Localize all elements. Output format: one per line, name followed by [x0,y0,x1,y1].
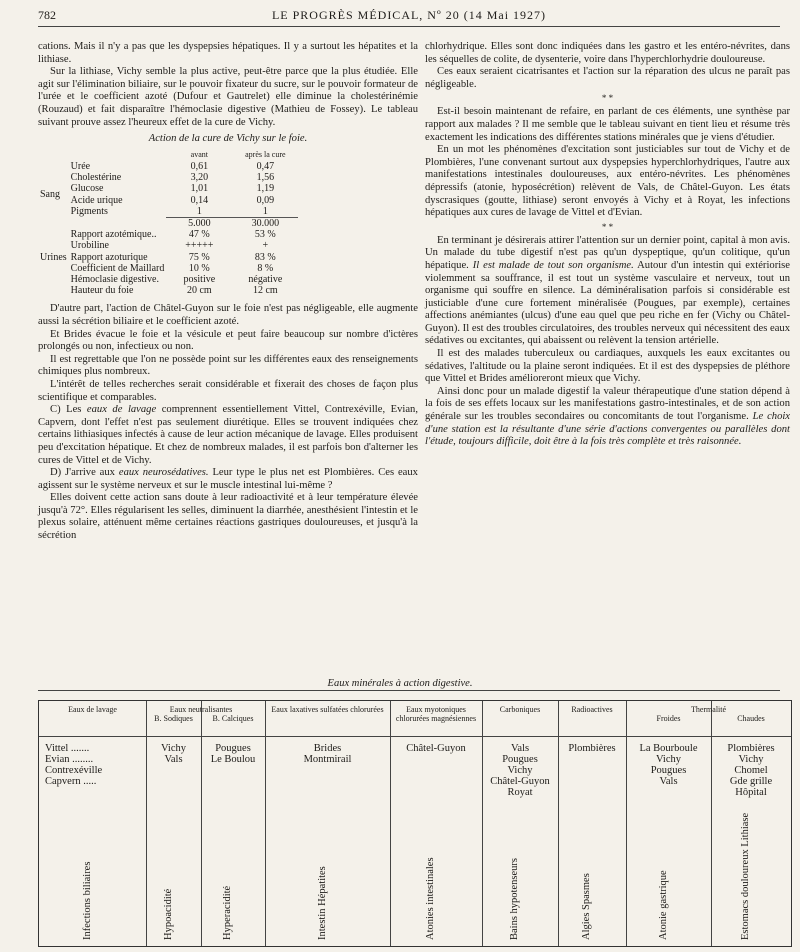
column-header [711,701,791,737]
cell: Châtel-Guyon [490,776,550,787]
value-after: négative [248,273,283,285]
paragraph: D'autre part, l'action de Châtel-Guyon sur le foie n'est pas négligeable, elle augmente aussi la sécrétion biliaire et le coefficient azoté. [38,303,418,327]
column-header [626,701,727,737]
table-row [38,252,298,263]
value-after: 8 % [257,262,274,274]
vertical-indication: Atonies intestinales [425,857,436,940]
row-label: Pigments [70,205,108,217]
text-run: comprennent essentiellement Vittel, Contrexéville, Evian, Capvern, dont l'effet n'est pas seulement diurétique. Elles se trouvent indiquées chez certains lithiasiques infectés à cause de leur action mécanique de lavage. Elles produisent peu d'excitation hépatique. Et chez de nombreux malades, il est parfois bon d'alterner les cures de Vittel et de Vichy. [38,404,418,466]
cell: Pougues [650,765,687,776]
table-row [38,206,298,218]
table-row [38,172,298,183]
table-column [39,701,147,946]
paragraph: Ces eaux seraient cicatrisantes et l'action sur la réparation des ulcus ne paraît pas négligeable. [425,66,790,90]
table-row [38,161,298,172]
column-header: Eaux myotoniques chlorurées magnésiennes [390,701,482,737]
vertical-indication: Atonie gastrique [657,870,669,940]
cell: Vichy [655,754,682,765]
table-column [482,701,559,946]
group-header: Thermalité [690,705,727,714]
paragraph: Est-il besoin maintenant de refaire, en parlant de ces éléments, une synthèse par rapport aux malades ? Il me semble que le tableau suivant en tient lieu et résume très exactement les indications des différentes stations minérales que je viens d'étudier. [425,106,790,143]
liver-action-table [38,148,298,297]
row-label: Hémoclasie digestive. [70,273,159,285]
column-values [146,743,201,765]
column-header: Radioactives [558,701,626,737]
text-run: Leur type le plus net est Plombières. Ces eaux agissent sur le système nerveux et sur le muscle intestinal lui-même ? [38,467,418,491]
value-after: 1 [262,205,268,217]
col-head-before: avant [190,149,208,159]
value-before: 0,14 [190,194,209,206]
vertical-indication: Hyperacidité [222,885,233,940]
cell: Vittel ....... [45,743,90,754]
value-after: 83 % [254,251,276,263]
italic-run: eaux de lavage [86,404,157,416]
row-label: Rapport azotémique.. [70,229,157,241]
cell: Vichy [738,754,764,765]
section-stars: * * [601,221,614,232]
row-label: Coefficient de Maillard [70,262,165,274]
column-header: Eaux de lavage [39,701,146,737]
paragraph: Et Brides évacue le foie et la vésicule et peut faire beaucoup sur nombre d'ictères prolongés ou non, infectieux ou non. [38,328,418,353]
vertical-indication: Bains hypotenseurs [509,858,520,940]
paragraph [425,235,790,348]
cell: Plombières [727,743,775,754]
row-label: Urée [70,160,91,172]
vertical-indication: Algies Spasmes [581,873,592,940]
italic-run: Le choix d'une station est la résultante d'une série d'actions convergentes ou parallèles dont l'étude, toujours difficile, doit être à la fois très complète et très raisonnée. [425,411,791,448]
paragraph: Il est des malades tuberculeux ou cardiaques, auxquels les eaux excitantes ou sédatives, l'altitude ou la plaine seront indiquées. Et il est des dyspepsies de pléthore que Vittel et Brides amélioreront mieux que Vichy. [425,348,790,385]
value-before: 20 cm [186,285,212,297]
table-row [38,263,298,274]
left-column [38,41,418,543]
table-row [38,195,298,206]
paragraph: Il est regrettable que l'on ne possède point sur les différentes eaux des renseignements chimiques plus nombreux. [38,353,418,378]
cell: Brides [313,743,342,754]
journal-title: LE PROGRÈS MÉDICAL, Nº 20 (14 Mai 1927) [271,8,547,22]
text-run: En terminant je désirerais attirer l'attention sur un dernier point, capital à mon avis. Un malade du tube digestif n'est pas qu'un dyspeptique, qu'un colitique, qu'un hépatique. [425,234,790,271]
group-header: Eaux neutralisantes [169,705,233,714]
value-before: 10 % [188,262,210,274]
paragraph [38,404,418,467]
value-after: 0,09 [256,194,275,206]
value-after: 0,47 [256,160,275,172]
cell: Royat [507,787,533,798]
cell: Vals [659,776,678,787]
table-column [390,701,483,946]
table-caption: Action de la cure de Vichy sur le foie. [148,133,308,145]
row-label: Cholestérine [70,172,122,184]
value-before: 47 % [188,229,210,241]
vertical-indication: Hypoacidité [162,888,174,940]
paragraph: chlorhydrique. Elles sont donc indiquées dans les gastro et les entéro-névrites, dans les séquelles de colite, de dysenterie, voire dans l'hyperchlorhydrie douloureuse. [425,41,790,65]
value-before: 1 [196,205,202,217]
paragraph: Sur la lithiase, Vichy semble la plus active, peut-être parce que la plus étudiée. Elle agit sur l'élimination biliaire, sur le pouvoir fixateur du sucre, sur le pouvoir formateur de l'urée et le coefficient azoté (Dufour et Gautrelet) elle diminue la cholestérinémie (Rouzaud) et fait disparaître l'hémoclasie digestive (Mathieu de Fossey). Le tableau suivant prouve assez l'heureux effet de la cure de Vichy. [38,66,418,128]
sub-header: Chaudes [737,714,765,723]
value-after: 1,56 [256,172,275,184]
text-run: D) J'arrive aux [50,467,115,479]
cell: Vichy [507,765,533,776]
column-header: Carboniques [482,701,558,737]
cell: Capvern ..... [45,776,97,787]
row-label: Rapport azoturique [70,251,148,263]
cell: Pougues [502,754,538,765]
value-before: positive [183,273,216,285]
value-before: 3,20 [190,172,209,184]
row-label: Acide urique [70,194,123,206]
vertical-indication: Estomacs douloureux Lithiase [740,812,751,940]
italic-run: eaux neurosédatives. [118,467,209,479]
paragraph: En un mot les phénomènes d'excitation sont justiciables sur tout de Vichy et de Plombières, l'une convenant surtout aux dyspepsies hyperchlorhydriques, l'autre aux manifestations intestinales douloureuses, aux entéro-névrites. Les phénomènes dépressifs (atonie, hyposécrétion) relèvent de Vals, de Châtel-Guyon. Les états dyscrasiques (goutte, lithiase) seront envoyés à Vichy et à Royat, les infections hépatiques aux cures de lavage de Vittel et d'Evian. [425,144,790,219]
column-header: Eaux laxatives sulfatées chlorurées [265,701,390,737]
paragraph: cations. Mais il n'y a pas que les dyspepsies hépatiques. Il y a surtout les hépatites et la lithiase. [38,41,418,65]
column-header [201,701,265,737]
right-column [425,41,790,449]
paragraph [38,467,418,492]
table-row [38,183,298,194]
col-head-after: après la cure [245,149,286,159]
cell: Vals [510,743,530,754]
value-after: 53 % [254,229,276,241]
italic-run: Il est malade de tout son organisme. [472,259,634,271]
table-column [558,701,627,946]
value-before: 75 % [188,251,210,263]
sub-header: B. Sodiques [154,714,193,723]
page-header [38,8,780,24]
page-number: 782 [38,8,56,22]
column-values [265,743,390,765]
value-after: 12 cm [252,285,278,297]
column-values [390,743,482,754]
cell: Pougues [215,743,251,754]
table-row [38,229,298,240]
row-label: Glucose [70,183,104,195]
text-run: Autour d'un intestin qui extériorise violemment sa souffrance, il est tout un système vasculaire et nerveux, tout un organisme qui souffre en silence. La déminéralisation parfois si considérable est justiciable d'une cure fortement minéralisée (Pougues, par exemple), certaines affections anémiantes (ulcus) d'une eau quel que peu riche en fer (Vichy ou Châtel-Guyon). Il est des troubles circulatoires, des troubles nerveux qui nécessitent des eaux sédatives ou excitantes, qui abaissent ou relèvent la tension artérielle. [425,259,790,347]
cell: Gde grille [729,776,773,787]
sub-header: B. Calciques [212,714,254,723]
group-label: Sang [40,189,60,201]
cell: Evian ........ [45,754,94,765]
mineral-waters-table [38,700,792,947]
sub-header: Froides [656,714,681,723]
cell: Hôpital [735,787,767,798]
row-label: Hauteur du foie [70,285,134,297]
paragraph [425,386,790,449]
vertical-indication: Intestin Hépatites [316,866,328,940]
paragraph: Elles doivent cette action sans doute à leur radioactivité et à leur température élevée jusqu'à 72°. Elles régularisent les selles, diminuent la diarrhée, anesthésient l'intestin et le plexus solaire, atténuent même certaines réactions gastriques douloureuses, et jusqu'à la sécrétion [38,492,418,542]
value-before: 1,01 [190,183,209,195]
paragraph: L'intérêt de telles recherches serait considérable et fixerait des choses de façon plus scientifique et comparables. [38,378,418,403]
vertical-indication: Infections biliaires [81,861,93,940]
table-row [38,274,298,285]
header-rule [38,26,780,27]
table-row [38,240,298,251]
column-values [482,743,558,798]
value-after: 1,19 [256,183,275,195]
table-column [265,701,391,946]
value-before: +++++ [185,240,214,252]
column-values [201,743,265,765]
table-row [38,285,298,296]
table-column [711,701,791,946]
cell: Vals [164,754,183,765]
cell: Chomel [734,765,768,776]
group-label: Urines [40,251,67,263]
column-values [39,743,146,787]
cell: Montmirail [303,754,352,765]
section-stars: * * [601,93,614,104]
section-rule [38,690,780,691]
value-after: + [262,240,269,252]
row-label: Urobiline [70,240,109,252]
cell: Contrexéville [45,765,103,776]
bottom-table-caption: Eaux minérales à action digestive. [327,678,473,689]
cell: La Bourboule [639,743,698,754]
column-values [626,743,711,787]
value-before: 0,61 [190,160,209,172]
cell: Le Boulou [210,754,256,765]
cell: Plombières [568,743,616,754]
cell: Châtel-Guyon [406,743,466,754]
text-run: C) Les [50,404,82,416]
column-values [711,743,791,798]
value-after: 30.000 [232,217,298,229]
row-label [69,217,167,229]
text-run: Ainsi donc pour un malade digestif la valeur thérapeutique d'une station dépend à la fois de ses effets locaux sur les manifestations gastro-intestinales, et de son action générale sur les troubles secondaires ou concomitants de tout l'organisme. [425,385,790,423]
cell: Vichy [160,743,187,754]
value-before: 5.000 [166,217,232,229]
table-column [201,701,266,946]
table-column [626,701,727,946]
column-values [558,743,626,754]
table-row [38,217,298,229]
